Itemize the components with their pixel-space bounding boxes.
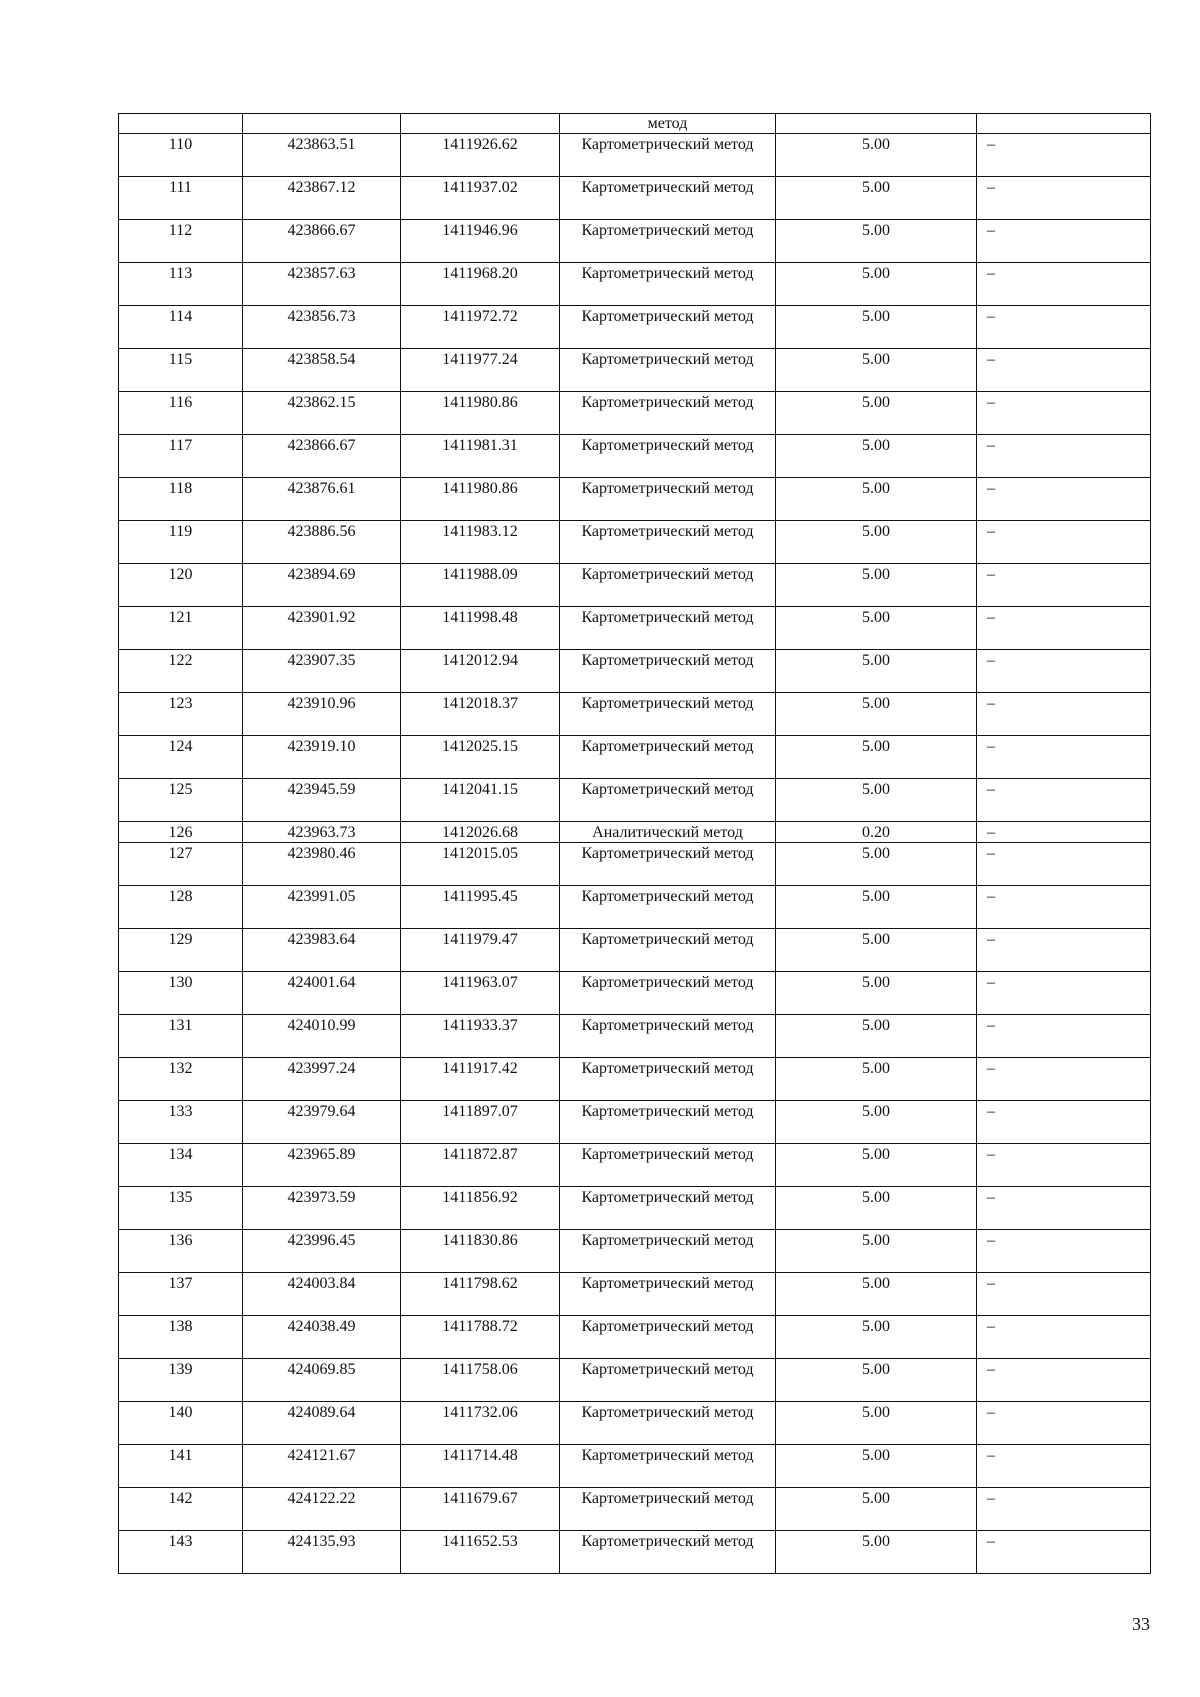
cell-accuracy: 5.00 <box>776 972 977 1015</box>
cell-note: – <box>977 1445 1151 1488</box>
cell-point-number: 118 <box>119 478 243 521</box>
cell-x: 423963.73 <box>243 822 401 843</box>
cell-method: Картометрический метод <box>560 1015 776 1058</box>
cell-method: Картометрический метод <box>560 1101 776 1144</box>
cell-note <box>977 114 1151 134</box>
cell-y: 1411679.67 <box>401 1488 560 1531</box>
cell-note: – <box>977 478 1151 521</box>
cell-accuracy: 5.00 <box>776 607 977 650</box>
cell-note: – <box>977 177 1151 220</box>
cell-y: 1411926.62 <box>401 134 560 177</box>
cell-point-number: 112 <box>119 220 243 263</box>
table-row <box>119 736 1151 779</box>
cell-accuracy: 5.00 <box>776 1402 977 1445</box>
cell-x: 423945.59 <box>243 779 401 822</box>
cell-note: – <box>977 392 1151 435</box>
table-row <box>119 564 1151 607</box>
cell-accuracy: 5.00 <box>776 1058 977 1101</box>
cell-x: 423919.10 <box>243 736 401 779</box>
cell-accuracy: 5.00 <box>776 1316 977 1359</box>
cell-y: 1411980.86 <box>401 392 560 435</box>
table-row <box>119 822 1151 843</box>
table-row <box>119 306 1151 349</box>
cell-accuracy: 5.00 <box>776 134 977 177</box>
cell-y: 1411995.45 <box>401 886 560 929</box>
cell-note: – <box>977 1015 1151 1058</box>
cell-note: – <box>977 843 1151 886</box>
table-row <box>119 1359 1151 1402</box>
cell-y: 1411788.72 <box>401 1316 560 1359</box>
cell-accuracy: 5.00 <box>776 306 977 349</box>
cell-point-number: 130 <box>119 972 243 1015</box>
cell-method: Картометрический метод <box>560 736 776 779</box>
cell-method: Картометрический метод <box>560 843 776 886</box>
cell-y: 1411972.72 <box>401 306 560 349</box>
cell-x: 423997.24 <box>243 1058 401 1101</box>
cell-point-number: 142 <box>119 1488 243 1531</box>
cell-accuracy: 5.00 <box>776 843 977 886</box>
cell-method: Картометрический метод <box>560 521 776 564</box>
cell-y: 1411977.24 <box>401 349 560 392</box>
cell-y: 1411937.02 <box>401 177 560 220</box>
cell-method: Картометрический метод <box>560 1316 776 1359</box>
cell-method: Картометрический метод <box>560 1359 776 1402</box>
cell-x: 423901.92 <box>243 607 401 650</box>
cell-point-number: 134 <box>119 1144 243 1187</box>
cell-method: метод <box>560 114 776 134</box>
cell-accuracy: 0.20 <box>776 822 977 843</box>
cell-accuracy: 5.00 <box>776 779 977 822</box>
table-row <box>119 1273 1151 1316</box>
table-row <box>119 693 1151 736</box>
cell-method: Картометрический метод <box>560 263 776 306</box>
cell-point-number: 113 <box>119 263 243 306</box>
cell-method: Картометрический метод <box>560 1402 776 1445</box>
cell-accuracy: 5.00 <box>776 220 977 263</box>
cell-method: Картометрический метод <box>560 1445 776 1488</box>
cell-method: Картометрический метод <box>560 929 776 972</box>
table-row <box>119 521 1151 564</box>
cell-point-number: 119 <box>119 521 243 564</box>
cell-point-number: 115 <box>119 349 243 392</box>
cell-method: Картометрический метод <box>560 1488 776 1531</box>
cell-note: – <box>977 1402 1151 1445</box>
cell-note: – <box>977 1058 1151 1101</box>
cell-accuracy: 5.00 <box>776 1531 977 1574</box>
table-row <box>119 478 1151 521</box>
cell-y: 1412041.15 <box>401 779 560 822</box>
cell-accuracy: 5.00 <box>776 1359 977 1402</box>
cell-y: 1411980.86 <box>401 478 560 521</box>
cell-accuracy: 5.00 <box>776 349 977 392</box>
table-row <box>119 220 1151 263</box>
cell-method: Картометрический метод <box>560 650 776 693</box>
table-row <box>119 972 1151 1015</box>
cell-method: Картометрический метод <box>560 306 776 349</box>
cell-note: – <box>977 1230 1151 1273</box>
cell-note: – <box>977 650 1151 693</box>
cell-accuracy: 5.00 <box>776 392 977 435</box>
cell-x: 423910.96 <box>243 693 401 736</box>
cell-x: 423991.05 <box>243 886 401 929</box>
cell-accuracy: 5.00 <box>776 886 977 929</box>
cell-y: 1412025.15 <box>401 736 560 779</box>
cell-x: 423973.59 <box>243 1187 401 1230</box>
cell-method: Картометрический метод <box>560 177 776 220</box>
cell-x: 423965.89 <box>243 1144 401 1187</box>
cell-x: 423876.61 <box>243 478 401 521</box>
table-row <box>119 1230 1151 1273</box>
cell-accuracy: 5.00 <box>776 1230 977 1273</box>
cell-point-number: 143 <box>119 1531 243 1574</box>
cell-x: 423980.46 <box>243 843 401 886</box>
cell-note: – <box>977 564 1151 607</box>
cell-accuracy: 5.00 <box>776 521 977 564</box>
table-row <box>119 607 1151 650</box>
cell-y: 1411897.07 <box>401 1101 560 1144</box>
cell-x: 423856.73 <box>243 306 401 349</box>
cell-accuracy: 5.00 <box>776 1445 977 1488</box>
cell-y: 1411732.06 <box>401 1402 560 1445</box>
cell-accuracy: 5.00 <box>776 564 977 607</box>
cell-point-number: 111 <box>119 177 243 220</box>
cell-point-number: 124 <box>119 736 243 779</box>
cell-y: 1411872.87 <box>401 1144 560 1187</box>
cell-accuracy: 5.00 <box>776 478 977 521</box>
cell-method: Картометрический метод <box>560 1058 776 1101</box>
cell-method: Картометрический метод <box>560 779 776 822</box>
cell-accuracy: 5.00 <box>776 1273 977 1316</box>
cell-x: 423867.12 <box>243 177 401 220</box>
cell-accuracy: 5.00 <box>776 650 977 693</box>
cell-point-number: 123 <box>119 693 243 736</box>
cell-x: 423863.51 <box>243 134 401 177</box>
cell-note: – <box>977 435 1151 478</box>
cell-method: Картометрический метод <box>560 1187 776 1230</box>
cell-point-number: 133 <box>119 1101 243 1144</box>
cell-note: – <box>977 779 1151 822</box>
cell-note: – <box>977 1187 1151 1230</box>
cell-y: 1412012.94 <box>401 650 560 693</box>
cell-point-number: 116 <box>119 392 243 435</box>
table-row <box>119 177 1151 220</box>
cell-point-number: 122 <box>119 650 243 693</box>
cell-point-number: 136 <box>119 1230 243 1273</box>
cell-y: 1412018.37 <box>401 693 560 736</box>
table-row-continued <box>119 114 1151 134</box>
cell-x: 423996.45 <box>243 1230 401 1273</box>
cell-x: 424069.85 <box>243 1359 401 1402</box>
cell-accuracy: 5.00 <box>776 1101 977 1144</box>
cell-x: 424089.64 <box>243 1402 401 1445</box>
cell-method: Картометрический метод <box>560 886 776 929</box>
cell-method: Картометрический метод <box>560 693 776 736</box>
cell-x: 423894.69 <box>243 564 401 607</box>
cell-note: – <box>977 220 1151 263</box>
cell-note: – <box>977 1273 1151 1316</box>
cell-point-number: 126 <box>119 822 243 843</box>
cell-note: – <box>977 1488 1151 1531</box>
cell-note: – <box>977 349 1151 392</box>
table-row <box>119 435 1151 478</box>
cell-method: Картометрический метод <box>560 349 776 392</box>
cell-method: Аналитический метод <box>560 822 776 843</box>
cell-y: 1411981.31 <box>401 435 560 478</box>
table-row <box>119 1015 1151 1058</box>
cell-point-number: 139 <box>119 1359 243 1402</box>
cell-note: – <box>977 1101 1151 1144</box>
table-row <box>119 1488 1151 1531</box>
cell-note: – <box>977 929 1151 972</box>
cell-point-number <box>119 114 243 134</box>
cell-note: – <box>977 886 1151 929</box>
cell-point-number: 110 <box>119 134 243 177</box>
cell-method: Картометрический метод <box>560 1230 776 1273</box>
cell-accuracy <box>776 114 977 134</box>
cell-method: Картометрический метод <box>560 435 776 478</box>
table-row <box>119 1316 1151 1359</box>
table-row <box>119 886 1151 929</box>
table-row <box>119 263 1151 306</box>
cell-point-number: 117 <box>119 435 243 478</box>
cell-point-number: 127 <box>119 843 243 886</box>
cell-y: 1412015.05 <box>401 843 560 886</box>
cell-accuracy: 5.00 <box>776 1488 977 1531</box>
cell-note: – <box>977 607 1151 650</box>
cell-method: Картометрический метод <box>560 1273 776 1316</box>
page-number: 33 <box>1132 1614 1150 1634</box>
cell-x: 423886.56 <box>243 521 401 564</box>
cell-x: 423907.35 <box>243 650 401 693</box>
cell-x: 424122.22 <box>243 1488 401 1531</box>
cell-x <box>243 114 401 134</box>
coordinates-table <box>118 113 1151 1574</box>
cell-point-number: 135 <box>119 1187 243 1230</box>
table-row <box>119 134 1151 177</box>
cell-y: 1411652.53 <box>401 1531 560 1574</box>
cell-method: Картометрический метод <box>560 607 776 650</box>
cell-x: 424003.84 <box>243 1273 401 1316</box>
cell-point-number: 137 <box>119 1273 243 1316</box>
cell-point-number: 131 <box>119 1015 243 1058</box>
cell-point-number: 129 <box>119 929 243 972</box>
cell-x: 424121.67 <box>243 1445 401 1488</box>
cell-note: – <box>977 1144 1151 1187</box>
cell-y: 1411917.42 <box>401 1058 560 1101</box>
table-row <box>119 1144 1151 1187</box>
cell-method: Картометрический метод <box>560 478 776 521</box>
cell-accuracy: 5.00 <box>776 693 977 736</box>
cell-accuracy: 5.00 <box>776 736 977 779</box>
cell-note: – <box>977 972 1151 1015</box>
table-row <box>119 1101 1151 1144</box>
cell-y <box>401 114 560 134</box>
table-row <box>119 843 1151 886</box>
cell-point-number: 121 <box>119 607 243 650</box>
cell-y: 1411988.09 <box>401 564 560 607</box>
cell-method: Картометрический метод <box>560 564 776 607</box>
cell-note: – <box>977 521 1151 564</box>
cell-y: 1411758.06 <box>401 1359 560 1402</box>
cell-note: – <box>977 1359 1151 1402</box>
cell-note: – <box>977 263 1151 306</box>
cell-x: 423979.64 <box>243 1101 401 1144</box>
cell-y: 1411946.96 <box>401 220 560 263</box>
cell-x: 423983.64 <box>243 929 401 972</box>
cell-note: – <box>977 306 1151 349</box>
cell-y: 1411963.07 <box>401 972 560 1015</box>
cell-x: 424135.93 <box>243 1531 401 1574</box>
table-row <box>119 1531 1151 1574</box>
cell-note: – <box>977 1531 1151 1574</box>
table-row <box>119 650 1151 693</box>
cell-point-number: 125 <box>119 779 243 822</box>
table-row <box>119 1402 1151 1445</box>
cell-method: Картометрический метод <box>560 972 776 1015</box>
cell-x: 423866.67 <box>243 435 401 478</box>
cell-method: Картометрический метод <box>560 220 776 263</box>
cell-point-number: 132 <box>119 1058 243 1101</box>
cell-y: 1412026.68 <box>401 822 560 843</box>
cell-x: 424038.49 <box>243 1316 401 1359</box>
cell-point-number: 114 <box>119 306 243 349</box>
cell-y: 1411983.12 <box>401 521 560 564</box>
cell-note: – <box>977 1316 1151 1359</box>
cell-accuracy: 5.00 <box>776 263 977 306</box>
cell-y: 1411979.47 <box>401 929 560 972</box>
cell-note: – <box>977 822 1151 843</box>
cell-y: 1411968.20 <box>401 263 560 306</box>
table-row <box>119 1445 1151 1488</box>
cell-accuracy: 5.00 <box>776 929 977 972</box>
cell-note: – <box>977 693 1151 736</box>
cell-accuracy: 5.00 <box>776 177 977 220</box>
cell-y: 1411856.92 <box>401 1187 560 1230</box>
table-body <box>119 114 1151 1574</box>
cell-accuracy: 5.00 <box>776 1187 977 1230</box>
cell-point-number: 138 <box>119 1316 243 1359</box>
cell-point-number: 141 <box>119 1445 243 1488</box>
cell-method: Картометрический метод <box>560 392 776 435</box>
cell-y: 1411714.48 <box>401 1445 560 1488</box>
table-row <box>119 1058 1151 1101</box>
cell-accuracy: 5.00 <box>776 435 977 478</box>
table-row <box>119 779 1151 822</box>
cell-method: Картометрический метод <box>560 1144 776 1187</box>
cell-x: 423857.63 <box>243 263 401 306</box>
cell-point-number: 128 <box>119 886 243 929</box>
cell-y: 1411933.37 <box>401 1015 560 1058</box>
cell-point-number: 120 <box>119 564 243 607</box>
cell-y: 1411798.62 <box>401 1273 560 1316</box>
cell-method: Картометрический метод <box>560 134 776 177</box>
cell-point-number: 140 <box>119 1402 243 1445</box>
cell-x: 423858.54 <box>243 349 401 392</box>
cell-note: – <box>977 736 1151 779</box>
cell-x: 423862.15 <box>243 392 401 435</box>
cell-x: 424001.64 <box>243 972 401 1015</box>
cell-method: Картометрический метод <box>560 1531 776 1574</box>
table-row <box>119 1187 1151 1230</box>
cell-accuracy: 5.00 <box>776 1144 977 1187</box>
table-row <box>119 392 1151 435</box>
cell-x: 424010.99 <box>243 1015 401 1058</box>
cell-x: 423866.67 <box>243 220 401 263</box>
table-row <box>119 929 1151 972</box>
cell-note: – <box>977 134 1151 177</box>
cell-accuracy: 5.00 <box>776 1015 977 1058</box>
cell-y: 1411830.86 <box>401 1230 560 1273</box>
cell-y: 1411998.48 <box>401 607 560 650</box>
table-row <box>119 349 1151 392</box>
